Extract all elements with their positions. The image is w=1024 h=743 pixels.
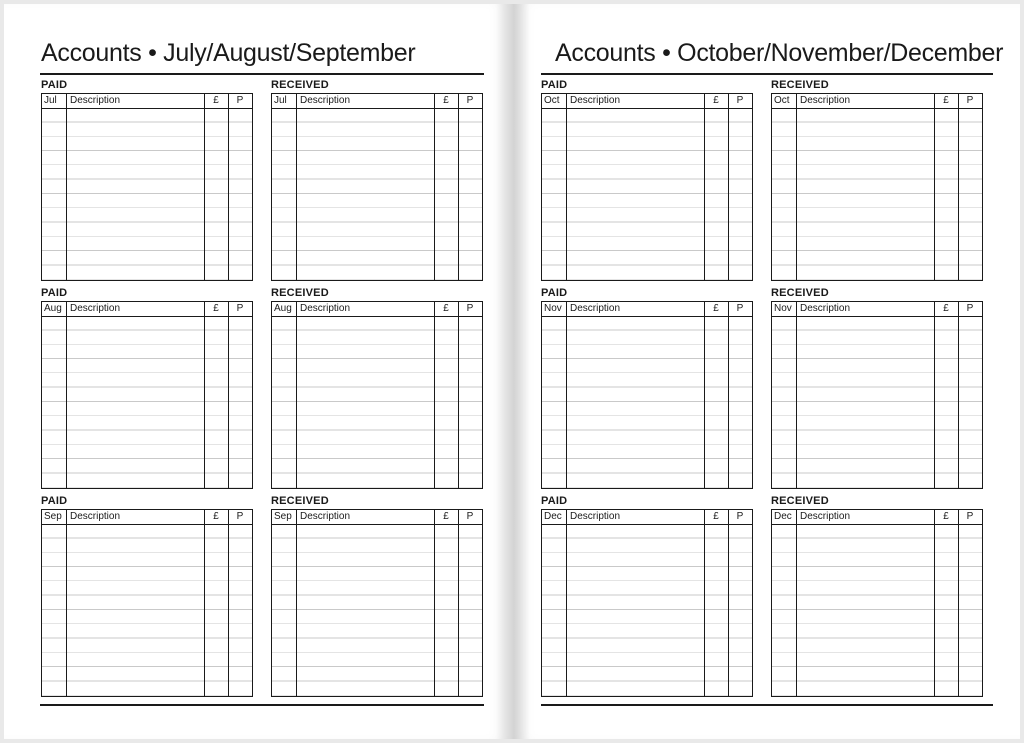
ledger-header-row	[772, 302, 982, 317]
ledger-header-row	[772, 510, 982, 525]
ledger-table	[41, 509, 253, 697]
right-page	[512, 4, 1020, 739]
column-divider	[566, 94, 567, 280]
ledger-table	[41, 301, 253, 489]
column-divider	[958, 510, 959, 696]
pence-column-header: P	[966, 95, 974, 106]
month-column-header: Sep	[274, 511, 292, 522]
pounds-column-header: £	[713, 303, 719, 314]
month-column-header: Oct	[774, 95, 790, 106]
column-divider	[934, 94, 935, 280]
pounds-column-header: £	[213, 511, 219, 522]
pence-column-header: P	[236, 95, 244, 106]
column-divider	[796, 510, 797, 696]
column-divider	[728, 302, 729, 488]
column-divider	[66, 510, 67, 696]
pounds-column-header: £	[713, 511, 719, 522]
column-divider	[704, 94, 705, 280]
pounds-column-header: £	[943, 95, 949, 106]
month-column-header: Nov	[544, 303, 562, 314]
ledger-table	[271, 301, 483, 489]
column-divider	[796, 94, 797, 280]
pounds-column-header: £	[213, 303, 219, 314]
ledger-heading: PAID	[541, 79, 568, 91]
description-column-header: Description	[300, 303, 351, 314]
ledger-header-row	[272, 510, 482, 525]
column-divider	[296, 302, 297, 488]
ledger-heading: RECEIVED	[271, 287, 329, 299]
description-column-header: Description	[300, 511, 351, 522]
pence-column-header: P	[736, 511, 744, 522]
description-column-header: Description	[570, 511, 621, 522]
description-column-header: Description	[570, 95, 621, 106]
column-divider	[958, 94, 959, 280]
ledger-heading: RECEIVED	[771, 495, 829, 507]
column-divider	[204, 94, 205, 280]
column-divider	[228, 94, 229, 280]
column-divider	[728, 94, 729, 280]
column-divider	[434, 302, 435, 488]
ledger-heading: RECEIVED	[271, 79, 329, 91]
ledger-header-row	[542, 510, 752, 525]
bottom-rule	[40, 704, 484, 706]
ledger-table	[541, 93, 753, 281]
month-column-header: Oct	[544, 95, 560, 106]
ledger-heading: RECEIVED	[771, 287, 829, 299]
ledger-header-row	[42, 302, 252, 317]
ledger-header-row	[542, 302, 752, 317]
month-column-header: Dec	[544, 511, 562, 522]
pence-column-header: P	[236, 511, 244, 522]
pence-column-header: P	[236, 303, 244, 314]
column-divider	[458, 510, 459, 696]
pounds-column-header: £	[443, 95, 449, 106]
title-rule	[541, 73, 993, 75]
description-column-header: Description	[70, 95, 121, 106]
ledger-table	[41, 93, 253, 281]
title-rule	[40, 73, 484, 75]
column-divider	[296, 510, 297, 696]
page-title: Accounts • July/August/September	[41, 39, 416, 67]
month-column-header: Dec	[774, 511, 792, 522]
ledger-header-row	[42, 510, 252, 525]
month-column-header: Aug	[44, 303, 62, 314]
column-divider	[228, 302, 229, 488]
month-column-header: Jul	[274, 95, 287, 106]
pounds-column-header: £	[713, 95, 719, 106]
description-column-header: Description	[70, 303, 121, 314]
ledger-heading: PAID	[541, 495, 568, 507]
ledger-table	[541, 301, 753, 489]
column-divider	[204, 302, 205, 488]
month-column-header: Sep	[44, 511, 62, 522]
ledger-heading: PAID	[41, 287, 68, 299]
column-divider	[704, 302, 705, 488]
pounds-column-header: £	[443, 303, 449, 314]
column-divider	[934, 302, 935, 488]
ledger-header-row	[42, 94, 252, 109]
description-column-header: Description	[570, 303, 621, 314]
ledger-table	[271, 93, 483, 281]
ledger-table	[271, 509, 483, 697]
description-column-header: Description	[800, 303, 851, 314]
ledger-heading: PAID	[541, 287, 568, 299]
column-divider	[566, 510, 567, 696]
page-title: Accounts • October/November/December	[555, 39, 1004, 67]
column-divider	[458, 94, 459, 280]
left-page	[4, 4, 512, 739]
column-divider	[66, 94, 67, 280]
pence-column-header: P	[466, 511, 474, 522]
pounds-column-header: £	[943, 303, 949, 314]
description-column-header: Description	[300, 95, 351, 106]
ledger-heading: PAID	[41, 79, 68, 91]
bottom-rule	[541, 704, 993, 706]
month-column-header: Nov	[774, 303, 792, 314]
description-column-header: Description	[70, 511, 121, 522]
ledger-table	[771, 301, 983, 489]
column-divider	[434, 94, 435, 280]
ledger-table	[771, 509, 983, 697]
ledger-table	[541, 509, 753, 697]
pence-column-header: P	[966, 511, 974, 522]
column-divider	[704, 510, 705, 696]
pence-column-header: P	[736, 303, 744, 314]
pence-column-header: P	[966, 303, 974, 314]
ledger-header-row	[772, 94, 982, 109]
pence-column-header: P	[466, 95, 474, 106]
column-divider	[728, 510, 729, 696]
column-divider	[204, 510, 205, 696]
column-divider	[566, 302, 567, 488]
column-divider	[958, 302, 959, 488]
column-divider	[458, 302, 459, 488]
column-divider	[934, 510, 935, 696]
pounds-column-header: £	[943, 511, 949, 522]
ledger-header-row	[272, 302, 482, 317]
ledger-heading: RECEIVED	[771, 79, 829, 91]
column-divider	[796, 302, 797, 488]
ledger-heading: PAID	[41, 495, 68, 507]
month-column-header: Aug	[274, 303, 292, 314]
pounds-column-header: £	[213, 95, 219, 106]
column-divider	[228, 510, 229, 696]
ledger-header-row	[542, 94, 752, 109]
description-column-header: Description	[800, 511, 851, 522]
pounds-column-header: £	[443, 511, 449, 522]
column-divider	[434, 510, 435, 696]
ledger-heading: RECEIVED	[271, 495, 329, 507]
ledger-header-row	[272, 94, 482, 109]
month-column-header: Jul	[44, 95, 57, 106]
pence-column-header: P	[466, 303, 474, 314]
pence-column-header: P	[736, 95, 744, 106]
column-divider	[66, 302, 67, 488]
description-column-header: Description	[800, 95, 851, 106]
ledger-table	[771, 93, 983, 281]
column-divider	[296, 94, 297, 280]
